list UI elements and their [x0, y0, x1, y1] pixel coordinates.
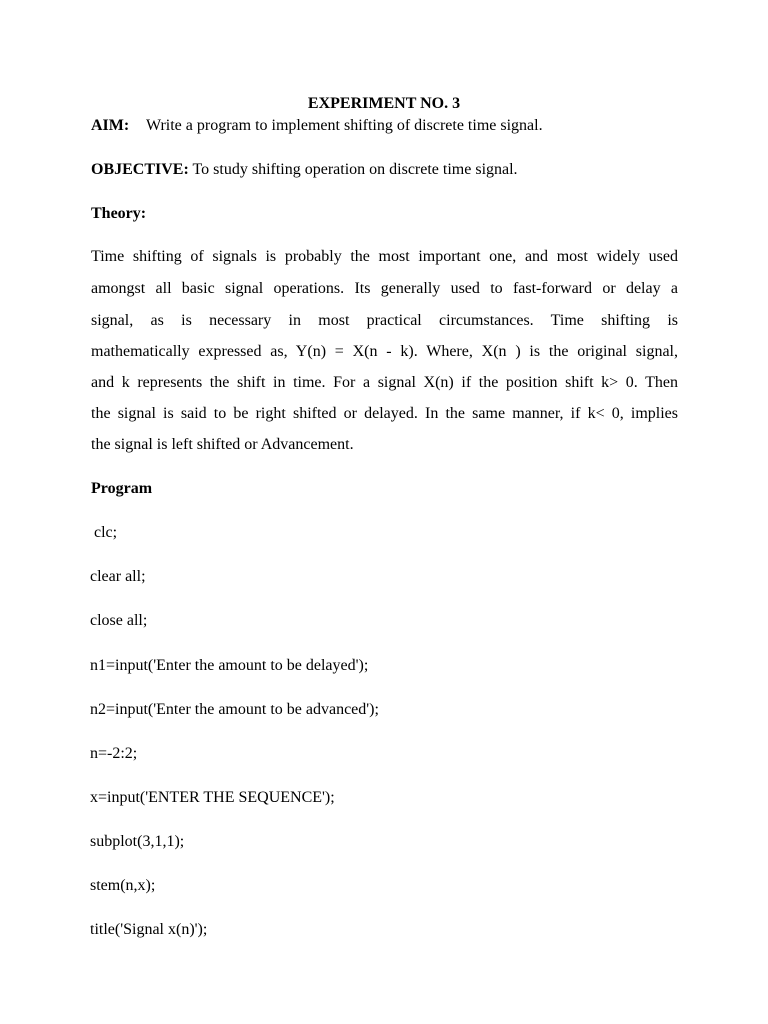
theory-line: amongst all basic signal operations. Its generally used to fast-forward or delay a: [91, 280, 678, 297]
code-line: clc;: [90, 524, 118, 541]
theory-line: the signal is said to be right shifted or delayed. In the same manner, if k< 0, implies: [91, 405, 678, 422]
code-line: close all;: [90, 612, 148, 629]
theory-line: signal, as is necessary in most practical circumstances. Time shifting is: [91, 312, 678, 329]
aim-line: [91, 116, 681, 136]
code-line: subplot(3,1,1);: [90, 833, 185, 850]
objective-label: OBJECTIVE:: [91, 161, 189, 178]
code-line: n2=input('Enter the amount to be advanced');: [90, 701, 379, 718]
experiment-title: EXPERIMENT NO. 3: [307, 95, 461, 112]
code-line: x=input('ENTER THE SEQUENCE');: [90, 789, 335, 806]
theory-line: Time shifting of signals is probably the most important one, and most widely used: [91, 248, 678, 265]
theory-line: and k represents the shift in time. For a signal X(n) if the position shift k> 0. Then: [91, 374, 678, 391]
code-line: clear all;: [90, 568, 146, 585]
code-line: stem(n,x);: [90, 877, 156, 894]
code-line: n=-2:2;: [90, 745, 138, 762]
program-heading: Program: [91, 480, 153, 497]
aim-label: AIM:: [91, 117, 130, 134]
code-line: title('Signal x(n)');: [90, 921, 208, 938]
theory-line: mathematically expressed as, Y(n) = X(n - k). Where, X(n ) is the original signal,: [91, 343, 678, 360]
code-line: n1=input('Enter the amount to be delayed');: [90, 657, 369, 674]
objective-line: [91, 160, 681, 180]
aim-text: Write a program to implement shifting of discrete time signal.: [146, 117, 543, 134]
theory-heading: Theory:: [91, 205, 147, 222]
objective-text: To study shifting operation on discrete time signal.: [188, 161, 518, 178]
theory-line: the signal is left shifted or Advancement.: [91, 436, 354, 453]
